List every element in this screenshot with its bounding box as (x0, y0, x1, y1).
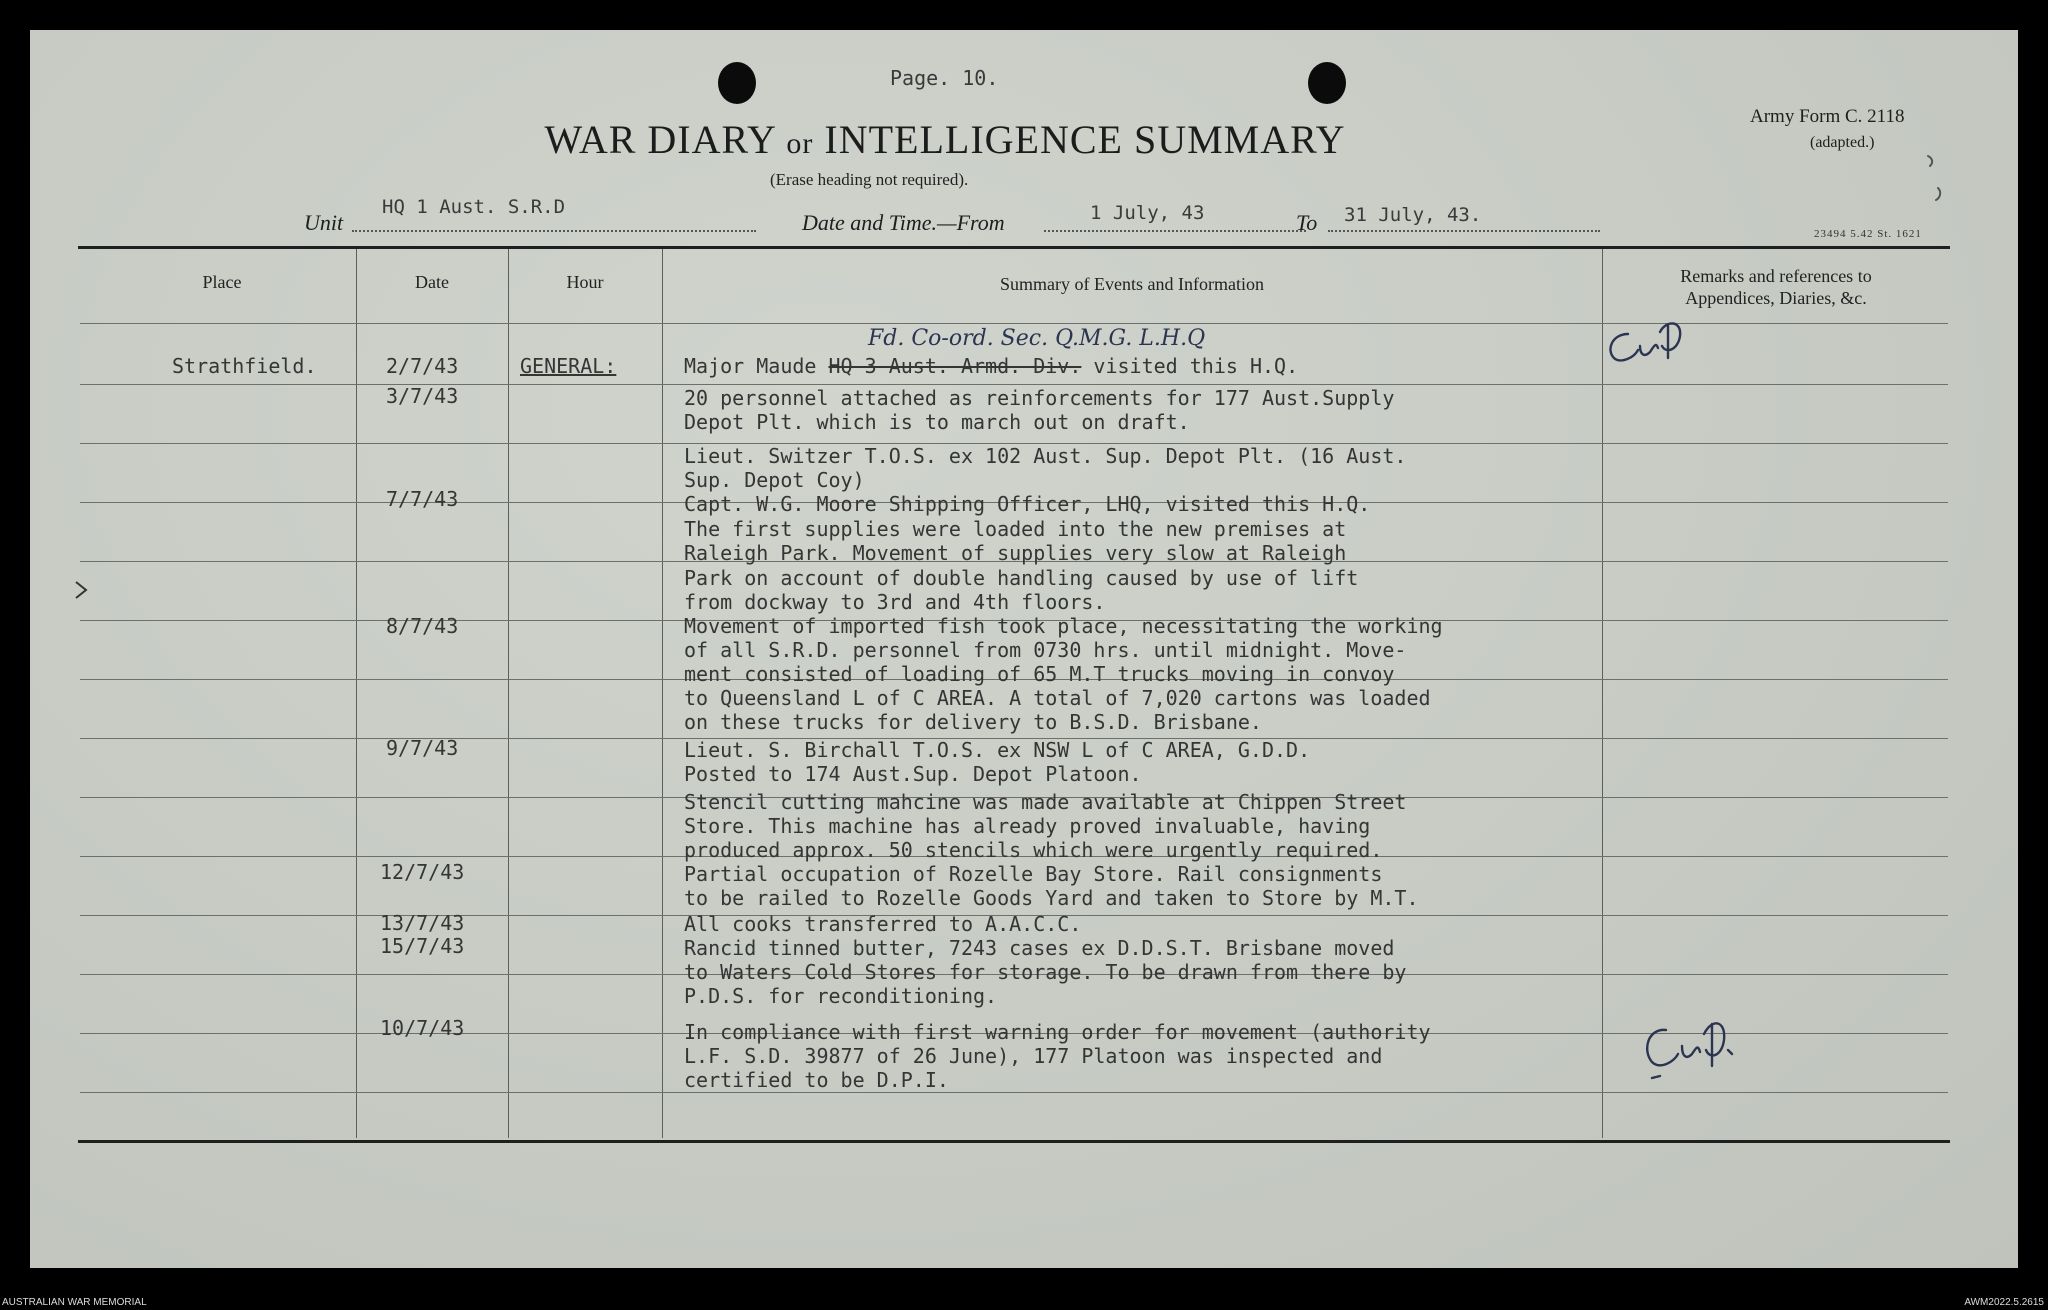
table-top-rule (78, 246, 1950, 249)
summary-line: Movement of imported fish took place, necessitating the working (684, 614, 1443, 638)
date-entry: 15/7/43 (380, 934, 465, 958)
date-from-value: 1 July, 43 (1090, 202, 1205, 224)
summary-line: P.D.S. for reconditioning. (684, 984, 998, 1008)
summary-line: Partial occupation of Rozelle Bay Store. Rail consignments (684, 862, 1383, 886)
summary-line: Raleigh Park. Movement of supplies very slow at Raleigh (684, 541, 1347, 565)
page-number: Page. 10. (890, 66, 999, 90)
punch-hole-right (1308, 62, 1346, 104)
summary-line: Rancid tinned butter, 7243 cases ex D.D.S.T. Brisbane moved (684, 936, 1395, 960)
summary-line: to Queensland L of C AREA. A total of 7,020 cartons was loaded (684, 686, 1431, 710)
title-war-diary: WAR DIARY (544, 117, 776, 162)
from-dotted-line (1044, 230, 1306, 232)
summary-line: Store. This machine has already proved invaluable, having (684, 814, 1371, 838)
army-form-id: Army Form C. 2118 (1750, 106, 1905, 127)
column-header-hour: Hour (566, 272, 604, 292)
summary-line: Stencil cutting mahcine was made available at Chippen Street (684, 790, 1407, 814)
column-header-remarks-1: Remarks and references to (1680, 266, 1872, 286)
summary-line: Lieut. S. Birchall T.O.S. ex NSW L of C AREA, G.D.D. (684, 738, 1311, 762)
date-entry: 12/7/43 (380, 860, 465, 884)
summary-line: L.F. S.D. 39877 of 26 June), 177 Platoon was inspected and (684, 1044, 1383, 1068)
column-divider-summary (1602, 249, 1603, 1138)
handwritten-initials-mark (1630, 984, 1780, 1094)
summary-line-1-pre: Major Maude (684, 354, 829, 378)
footer-accession-number: AWM2022.5.2615 (1964, 1297, 2044, 1308)
summary-line: Sup. Depot Coy) (684, 468, 865, 492)
adapted-note: (adapted.) (1810, 134, 1875, 151)
summary-line: on these trucks for delivery to B.S.D. Brisbane. (684, 710, 1262, 734)
summary-line: Park on account of double handling caused by use of lift (684, 566, 1359, 590)
date-to-label: To (1296, 210, 1318, 235)
summary-line: 20 personnel attached as reinforcements for 177 Aust.Supply (684, 386, 1395, 410)
column-header-remarks-2: Appendices, Diaries, &c. (1685, 288, 1867, 308)
column-divider-date (508, 249, 509, 1138)
table-bottom-rule (78, 1140, 1950, 1143)
title-or: or (786, 127, 814, 160)
date-from-label: Date and Time.—From (802, 210, 1005, 235)
date-to-value: 31 July, 43. (1344, 204, 1482, 226)
date-entry: 2/7/43 (386, 354, 459, 378)
footer-archive-name: AUSTRALIAN WAR MEMORIAL (2, 1297, 147, 1308)
summary-line: to be railed to Rozelle Goods Yard and taken to Store by M.T. (684, 886, 1419, 910)
summary-line: to Waters Cold Stores for storage. To be drawn from there by (684, 960, 1407, 984)
summary-line: of all S.R.D. personnel from 0730 hrs. until midnight. Move- (684, 638, 1407, 662)
unit-dotted-line (352, 230, 756, 232)
title-intelligence-summary: INTELLIGENCE SUMMARY (824, 117, 1346, 162)
summary-line: from dockway to 3rd and 4th floors. (684, 590, 1106, 614)
summary-line: All cooks transferred to A.A.C.C. (684, 912, 1082, 936)
unit-label: Unit (304, 210, 344, 235)
summary-line-1-post: visited this H.Q. (1081, 354, 1299, 378)
date-entry: 13/7/43 (380, 911, 465, 935)
hour-value: GENERAL: (520, 354, 617, 378)
ruled-line (80, 384, 1948, 385)
form-title (470, 116, 1420, 163)
print-code: 23494 5.42 St. 1621 (1814, 228, 1922, 240)
handwritten-insertion: Fd. Co-ord. Sec. Q.M.G. L.H.Q (868, 326, 1206, 351)
to-dotted-line (1328, 230, 1600, 232)
date-entry: 3/7/43 (386, 384, 459, 408)
column-header-date: Date (415, 272, 449, 292)
column-divider-place (356, 249, 357, 1138)
summary-line: Lieut. Switzer T.O.S. ex 102 Aust. Sup. Depot Plt. (16 Aust. (684, 444, 1407, 468)
column-header-place: Place (202, 272, 242, 292)
summary-line: certified to be D.P.I. (684, 1068, 949, 1092)
erase-note: (Erase heading not required). (770, 170, 969, 189)
margin-tick-mark (70, 578, 100, 602)
struck-text: HQ 3 Aust. Armd. Div. (828, 354, 1082, 378)
summary-line: produced approx. 50 stencils which were urgently required. (684, 838, 1383, 862)
summary-line: The first supplies were loaded into the new premises at (684, 517, 1347, 541)
date-entry: 8/7/43 (386, 614, 459, 638)
place-value: Strathfield. (172, 354, 317, 378)
summary-line: ment consisted of loading of 65 M.T trucks moving in convoy (684, 662, 1395, 686)
date-entry: 7/7/43 (386, 487, 459, 511)
summary-line (684, 354, 1298, 378)
summary-line: Posted to 174 Aust.Sup. Depot Platoon. (684, 762, 1142, 786)
column-divider-hour (662, 249, 663, 1138)
punch-hole-left (718, 62, 756, 104)
date-entry: 10/7/43 (380, 1016, 465, 1040)
column-header-summary: Summary of Events and Information (1000, 274, 1264, 294)
war-diary-page (30, 30, 2018, 1268)
summary-line: Capt. W.G. Moore Shipping Officer, LHQ, visited this H.Q. (684, 492, 1371, 516)
unit-value: HQ 1 Aust. S.R.D (382, 196, 566, 218)
date-entry: 9/7/43 (386, 736, 459, 760)
summary-line: In compliance with first warning order for movement (authority (684, 1020, 1431, 1044)
handwritten-initials-mark (1600, 302, 1730, 382)
pencil-mark (1918, 148, 1958, 218)
summary-line: Depot Plt. which is to march out on draft. (684, 410, 1190, 434)
